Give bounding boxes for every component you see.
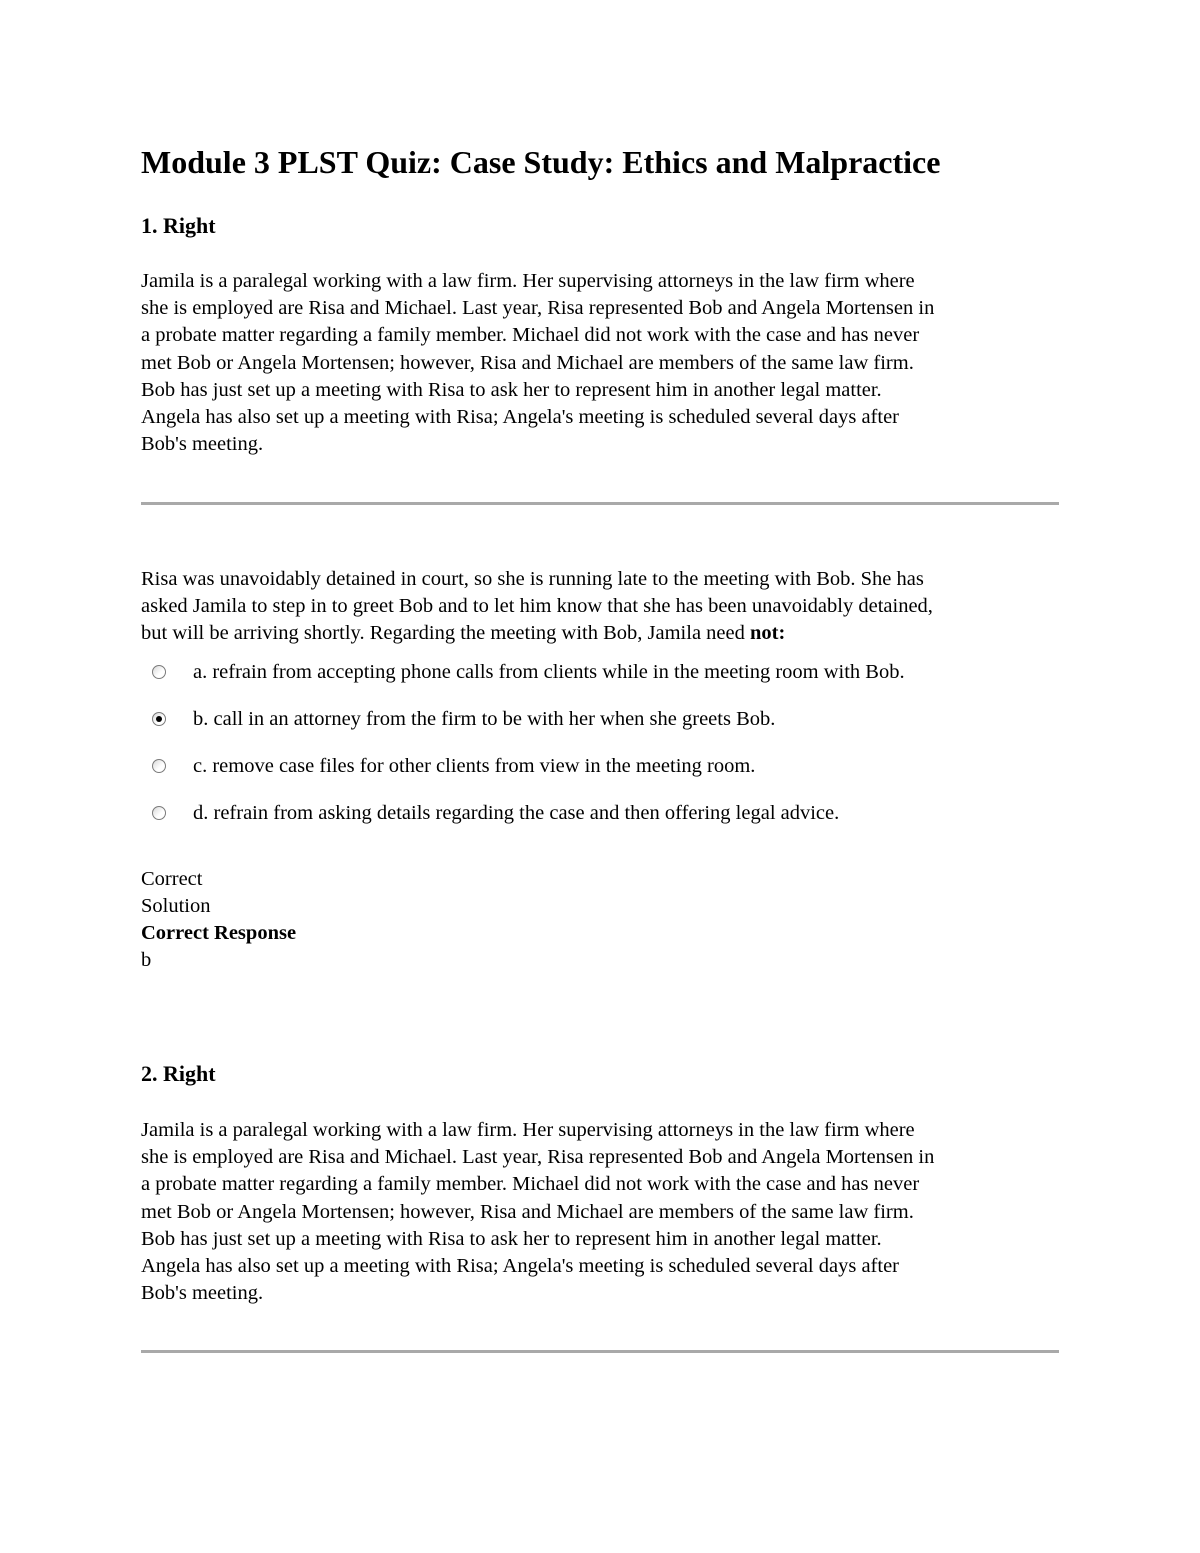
prompt-line: Risa was unavoidably detained in court, so she is running late to the meeting with Bob. She has (141, 568, 924, 590)
option-d-label: d. refrain from asking details regarding the case and then offering legal advice. (193, 801, 840, 824)
question-1-divider (141, 502, 1059, 505)
scenario-line: Bob has just set up a meeting with Risa to ask her to represent him in another legal matter. (141, 1227, 882, 1250)
question-2-divider (141, 1350, 1059, 1353)
correct-response-label: Correct Response (141, 922, 297, 944)
question-1-heading: 1. Right (141, 213, 216, 238)
solution-label: Solution (141, 895, 211, 917)
prompt-text: but will be arriving shortly. Regarding the meeting with Bob, Jamila need (141, 622, 750, 645)
scenario-line: a probate matter regarding a family member. Michael did not work with the case and has never (141, 1173, 920, 1196)
correct-response-value: b (141, 949, 152, 971)
scenario-line: she is employed are Risa and Michael. Last year, Risa represented Bob and Angela Mortensen in (141, 1146, 935, 1169)
scenario-line: Bob has just set up a meeting with Risa to ask her to represent him in another legal matter. (141, 378, 882, 401)
scenario-line: Jamila is a paralegal working with a law firm. Her supervising attorneys in the law firm where (141, 270, 915, 292)
scenario-line: Bob's meeting. (141, 1282, 264, 1305)
page-title: Module 3 PLST Quiz: Case Study: Ethics and Malpractice (141, 144, 941, 180)
scenario-line: a probate matter regarding a family member. Michael did not work with the case and has never (141, 324, 920, 347)
scenario-line: she is employed are Risa and Michael. Last year, Risa represented Bob and Angela Mortensen in (141, 297, 935, 320)
question-2-heading: 2. Right (141, 1061, 216, 1086)
option-b-label: b. call in an attorney from the firm to be with her when she greets Bob. (193, 707, 776, 730)
result-text: Correct (141, 868, 203, 890)
question-1-feedback (141, 866, 296, 974)
option-c[interactable] (141, 751, 755, 781)
radio-button-a[interactable] (152, 665, 166, 679)
radio-button-c[interactable] (152, 759, 166, 773)
scenario-line: Bob's meeting. (141, 433, 264, 456)
option-a-label: a. refrain from accepting phone calls from clients while in the meeting room with Bob. (193, 660, 905, 683)
prompt-line: asked Jamila to step in to greet Bob and to let him know that she has been unavoidably detained, (141, 595, 933, 618)
option-b[interactable] (141, 704, 775, 734)
question-1-prompt (141, 566, 1059, 648)
prompt-emphasis: not: (750, 622, 786, 645)
prompt-line (141, 620, 1059, 647)
question-1-scenario (141, 268, 1059, 458)
option-c-label: c. remove case files for other clients from view in the meeting room. (193, 754, 756, 777)
scenario-line: Angela has also set up a meeting with Risa; Angela's meeting is scheduled several days after (141, 1255, 899, 1278)
scenario-line: Angela has also set up a meeting with Risa; Angela's meeting is scheduled several days after (141, 406, 899, 429)
scenario-line: met Bob or Angela Mortensen; however, Risa and Michael are members of the same law firm. (141, 351, 914, 374)
option-d[interactable] (141, 798, 839, 828)
radio-button-d[interactable] (152, 806, 166, 820)
scenario-line: met Bob or Angela Mortensen; however, Risa and Michael are members of the same law firm. (141, 1200, 914, 1223)
scenario-line: Jamila is a paralegal working with a law firm. Her supervising attorneys in the law firm where (141, 1119, 915, 1141)
question-2-scenario (141, 1117, 1059, 1307)
option-a[interactable] (141, 657, 905, 687)
radio-button-b[interactable] (152, 712, 166, 726)
